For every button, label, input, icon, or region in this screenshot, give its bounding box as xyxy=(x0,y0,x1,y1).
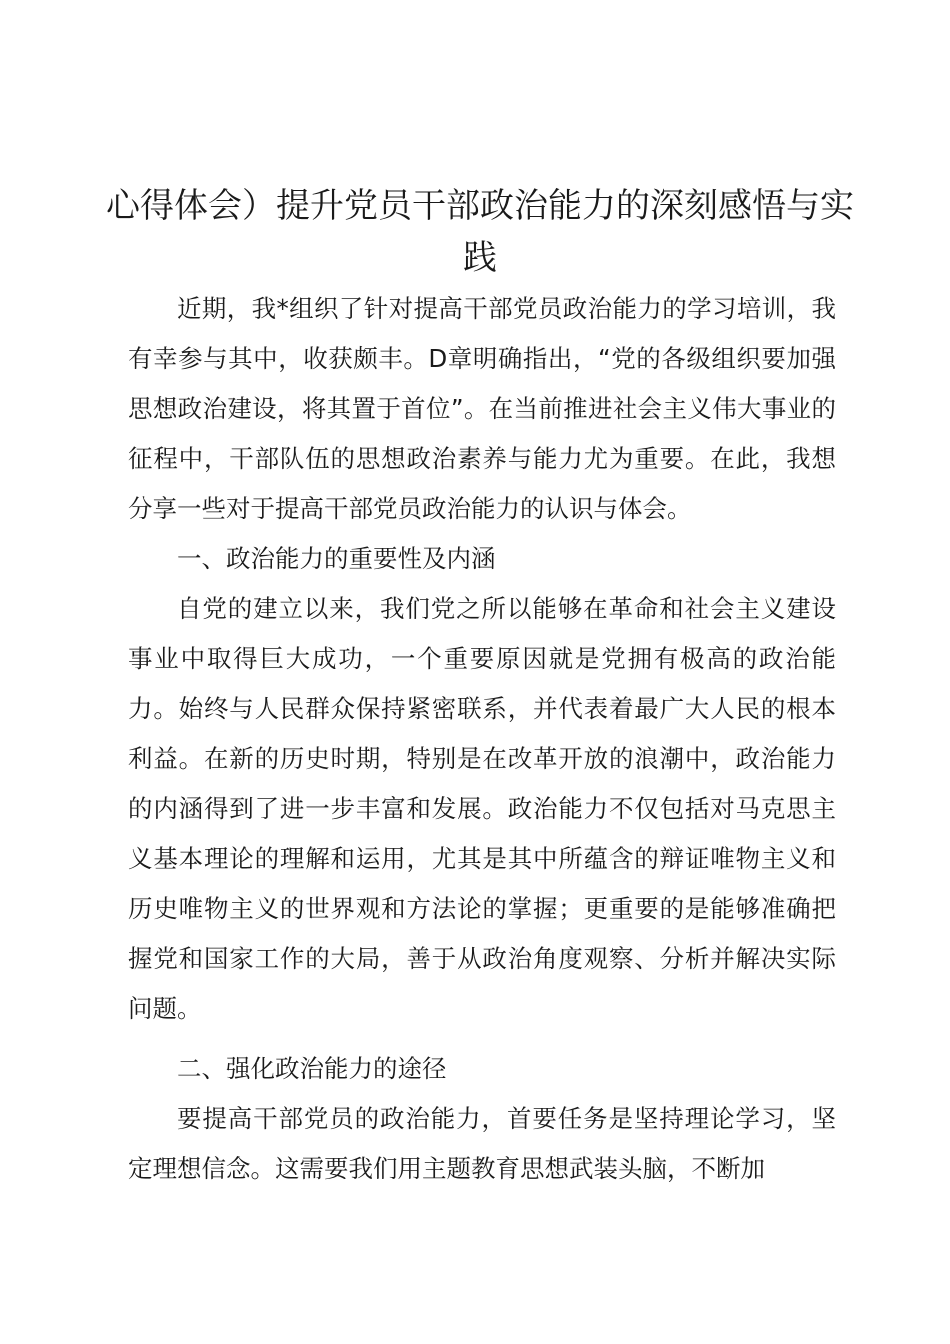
document-title: 心得体会）提升党员干部政治能力的深刻感悟与实践 xyxy=(106,186,854,278)
section-paragraph-1: 自党的建立以来，我们党之所以能够在革命和社会主义建设事业中取得巨大成功，一个重要原因就是党拥有极高的政治能力。始终与人民群众保持紧密联系，并代表着最广大人民的根本利益。在新的历史时期，特别是在改革开放的浪潮中，政治能力的内涵得到了进一步丰富和发展。政治能力不仅包括对马克思主义基本理论的理解和运用，尤其是其中所蕴含的辩证唯物主义和历史唯物主义的世界观和方法论的掌握；更重要的是能够准确把握党和国家工作的大局，善于从政治角度观察、分析并解决实际问题。 xyxy=(128,594,836,1023)
section-heading-2: 二、强化政治能力的途径 xyxy=(177,1054,447,1083)
intro-paragraph: 近期，我*组织了针对提高干部党员政治能力的学习培训，我有幸参与其中，收获颇丰。D章明确指出，“党的各级组织要加强思想政治建设，将其置于首位”。在当前推进社会主义伟大事业的征程中，干部队伍的思想政治素养与能力尤为重要。在此，我想分享一些对于提高干部党员政治能力的认识与体会。 xyxy=(128,294,836,523)
document-body xyxy=(128,284,836,1194)
section-heading-1: 一、政治能力的重要性及内涵 xyxy=(177,544,496,573)
section-paragraph-2: 要提高干部党员的政治能力，首要任务是坚持理论学习，坚定理想信念。这需要我们用主题教育思想武装头脑，不断加 xyxy=(128,1104,836,1183)
